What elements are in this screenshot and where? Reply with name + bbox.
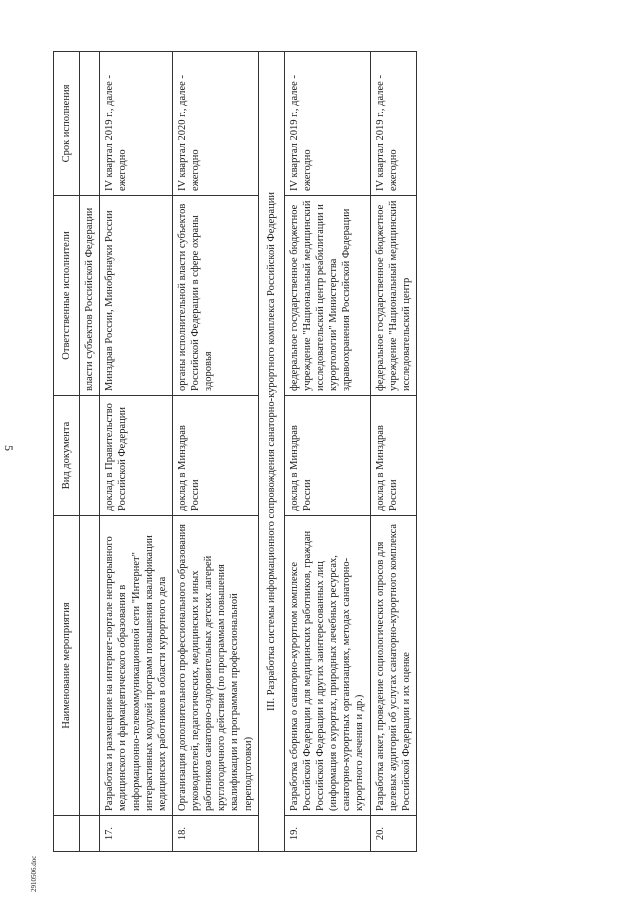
- row-term: IV квартал 2020 г., далее - ежегодно: [172, 52, 258, 196]
- row-doc: доклад в Минздрав России: [370, 396, 416, 516]
- table-row: [100, 52, 173, 852]
- header-doc: Вид документа: [54, 396, 80, 516]
- row-doc: доклад в Минздрав России: [284, 396, 370, 516]
- table-header-row: [54, 52, 80, 852]
- row-num: [80, 816, 100, 852]
- row-executors: органы исполнительной власти субъектов Российской Федерации в сфере охраны здоровья: [172, 196, 258, 396]
- row-term: IV квартал 2019 г., далее - ежегодно: [284, 52, 370, 196]
- page-number: 5: [2, 445, 16, 451]
- table-row: [80, 52, 100, 852]
- header-num: [54, 816, 80, 852]
- row-num: 18.: [172, 816, 258, 852]
- row-name: Организация дополнительного профессионального образования руководителей, педагогических, медицинских и иных работников санаторно-оздоровительных детских лагерей круглогодичного действия (по программам повышения квалификации и программам профессиональной переподготовки): [172, 516, 258, 816]
- footer-filename: 2910506.doc: [30, 855, 38, 892]
- row-num: 19.: [284, 816, 370, 852]
- row-doc: [80, 396, 100, 516]
- row-executors: Минздрав России, Минобрнауки России: [100, 196, 173, 396]
- row-term: IV квартал 2019 г., далее - ежегодно: [370, 52, 416, 196]
- section-heading-row: [258, 52, 284, 852]
- row-doc: доклад в Правительство Российской Федерации: [100, 396, 173, 516]
- row-name: Разработка и размещение на интернет-портале непрерывного медицинского и фармацевтического образования в информационно-телекоммуникационной сети "Интернет" интерактивных модулей программ повышения квалификации медицинских работников в области курортного дела: [100, 516, 173, 816]
- row-name: Разработка сборника о санаторно-курортном комплексе Российской Федерации для медицинских работников, граждан Российской Федерации и других заинтересованных лиц (информация о курортах, природных лечебных ресурсах, санаторно-курортных организациях, методах санаторно-курортного лечения и др.): [284, 516, 370, 816]
- measures-table: [53, 51, 417, 852]
- row-term: [80, 52, 100, 196]
- row-executors: власти субъектов Российской Федерации: [80, 196, 100, 396]
- row-name: [80, 516, 100, 816]
- row-executors: федеральное государственное бюджетное учреждение "Национальный медицинский исследовательский центр реабилитации и курортологии" Министерства здравоохранения Российской Федерации: [284, 196, 370, 396]
- row-term: IV квартал 2019 г., далее - ежегодно: [100, 52, 173, 196]
- table-row: [172, 52, 258, 852]
- rotated-table-container: [53, 52, 593, 852]
- header-name: Наименование мероприятия: [54, 516, 80, 816]
- header-executors: Ответственные исполнители: [54, 196, 80, 396]
- row-num: 20.: [370, 816, 416, 852]
- header-term: Срок исполнения: [54, 52, 80, 196]
- table-row: [284, 52, 370, 852]
- row-num: 17.: [100, 816, 173, 852]
- row-executors: федеральное государственное бюджетное учреждение "Национальный медицинский исследовательский центр: [370, 196, 416, 396]
- section-heading: III. Разработка системы информационного сопровождения санаторно-курортного комплекса Российской Федерации: [258, 52, 284, 852]
- row-doc: доклад в Минздрав России: [172, 396, 258, 516]
- row-name: Разработка анкет, проведение социологических опросов для целевых аудиторий об услугах санаторно-курортного комплекса Российской Федерации и их оценке: [370, 516, 416, 816]
- table-row: [370, 52, 416, 852]
